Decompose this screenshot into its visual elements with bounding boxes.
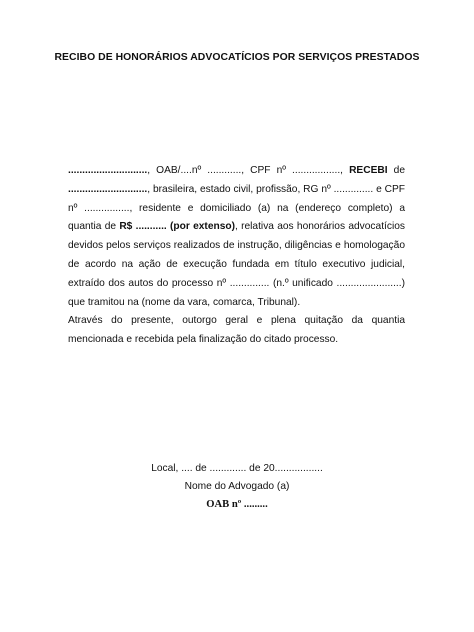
discharge-paragraph: Através do presente, outorgo geral e plena quitação da quantia mencionada e recebida pela finalização do citado processo. (68, 315, 405, 346)
amount-text: R$ ........... (por extenso) (119, 221, 235, 233)
document-body (68, 162, 405, 350)
oab-number-line: OAB nº ......... (206, 499, 268, 510)
recebi-keyword: RECEBI (349, 165, 388, 176)
lawyer-name-line: Nome do Advogado (a) (184, 481, 290, 492)
document-title: RECIBO DE HONORÁRIOS ADVOCATÍCIOS POR SERVIÇOS PRESTADOS (54, 52, 420, 63)
place-date-line: Local, .... de ............. de 20................. (151, 463, 323, 474)
lawyer-name-blank: ............................ (68, 165, 148, 176)
payer-name-blank: ............................ (68, 183, 148, 195)
service-description-text: , relativa aos honorários advocatícios devidos pelos serviços realizados de instrução, diligências e homologação de acordo na ação de execução fundada em título executivo judicial, extraído dos autos do processo nº .............. (n.º unificado .......................) que tramitou na (nome da vara, comarca, Tribunal). (68, 221, 405, 308)
de-text: de (393, 165, 405, 176)
receipt-paragraph (68, 162, 405, 312)
lawyer-details-text: , OAB/....nº ............, CPF nº ................., (147, 165, 343, 176)
payer-details-text: , brasileira, estado civil, profissão, RG nº .............. e CPF nº ................, residente e domiciliado (a) na (endereço completo) a quantia de (68, 183, 405, 233)
